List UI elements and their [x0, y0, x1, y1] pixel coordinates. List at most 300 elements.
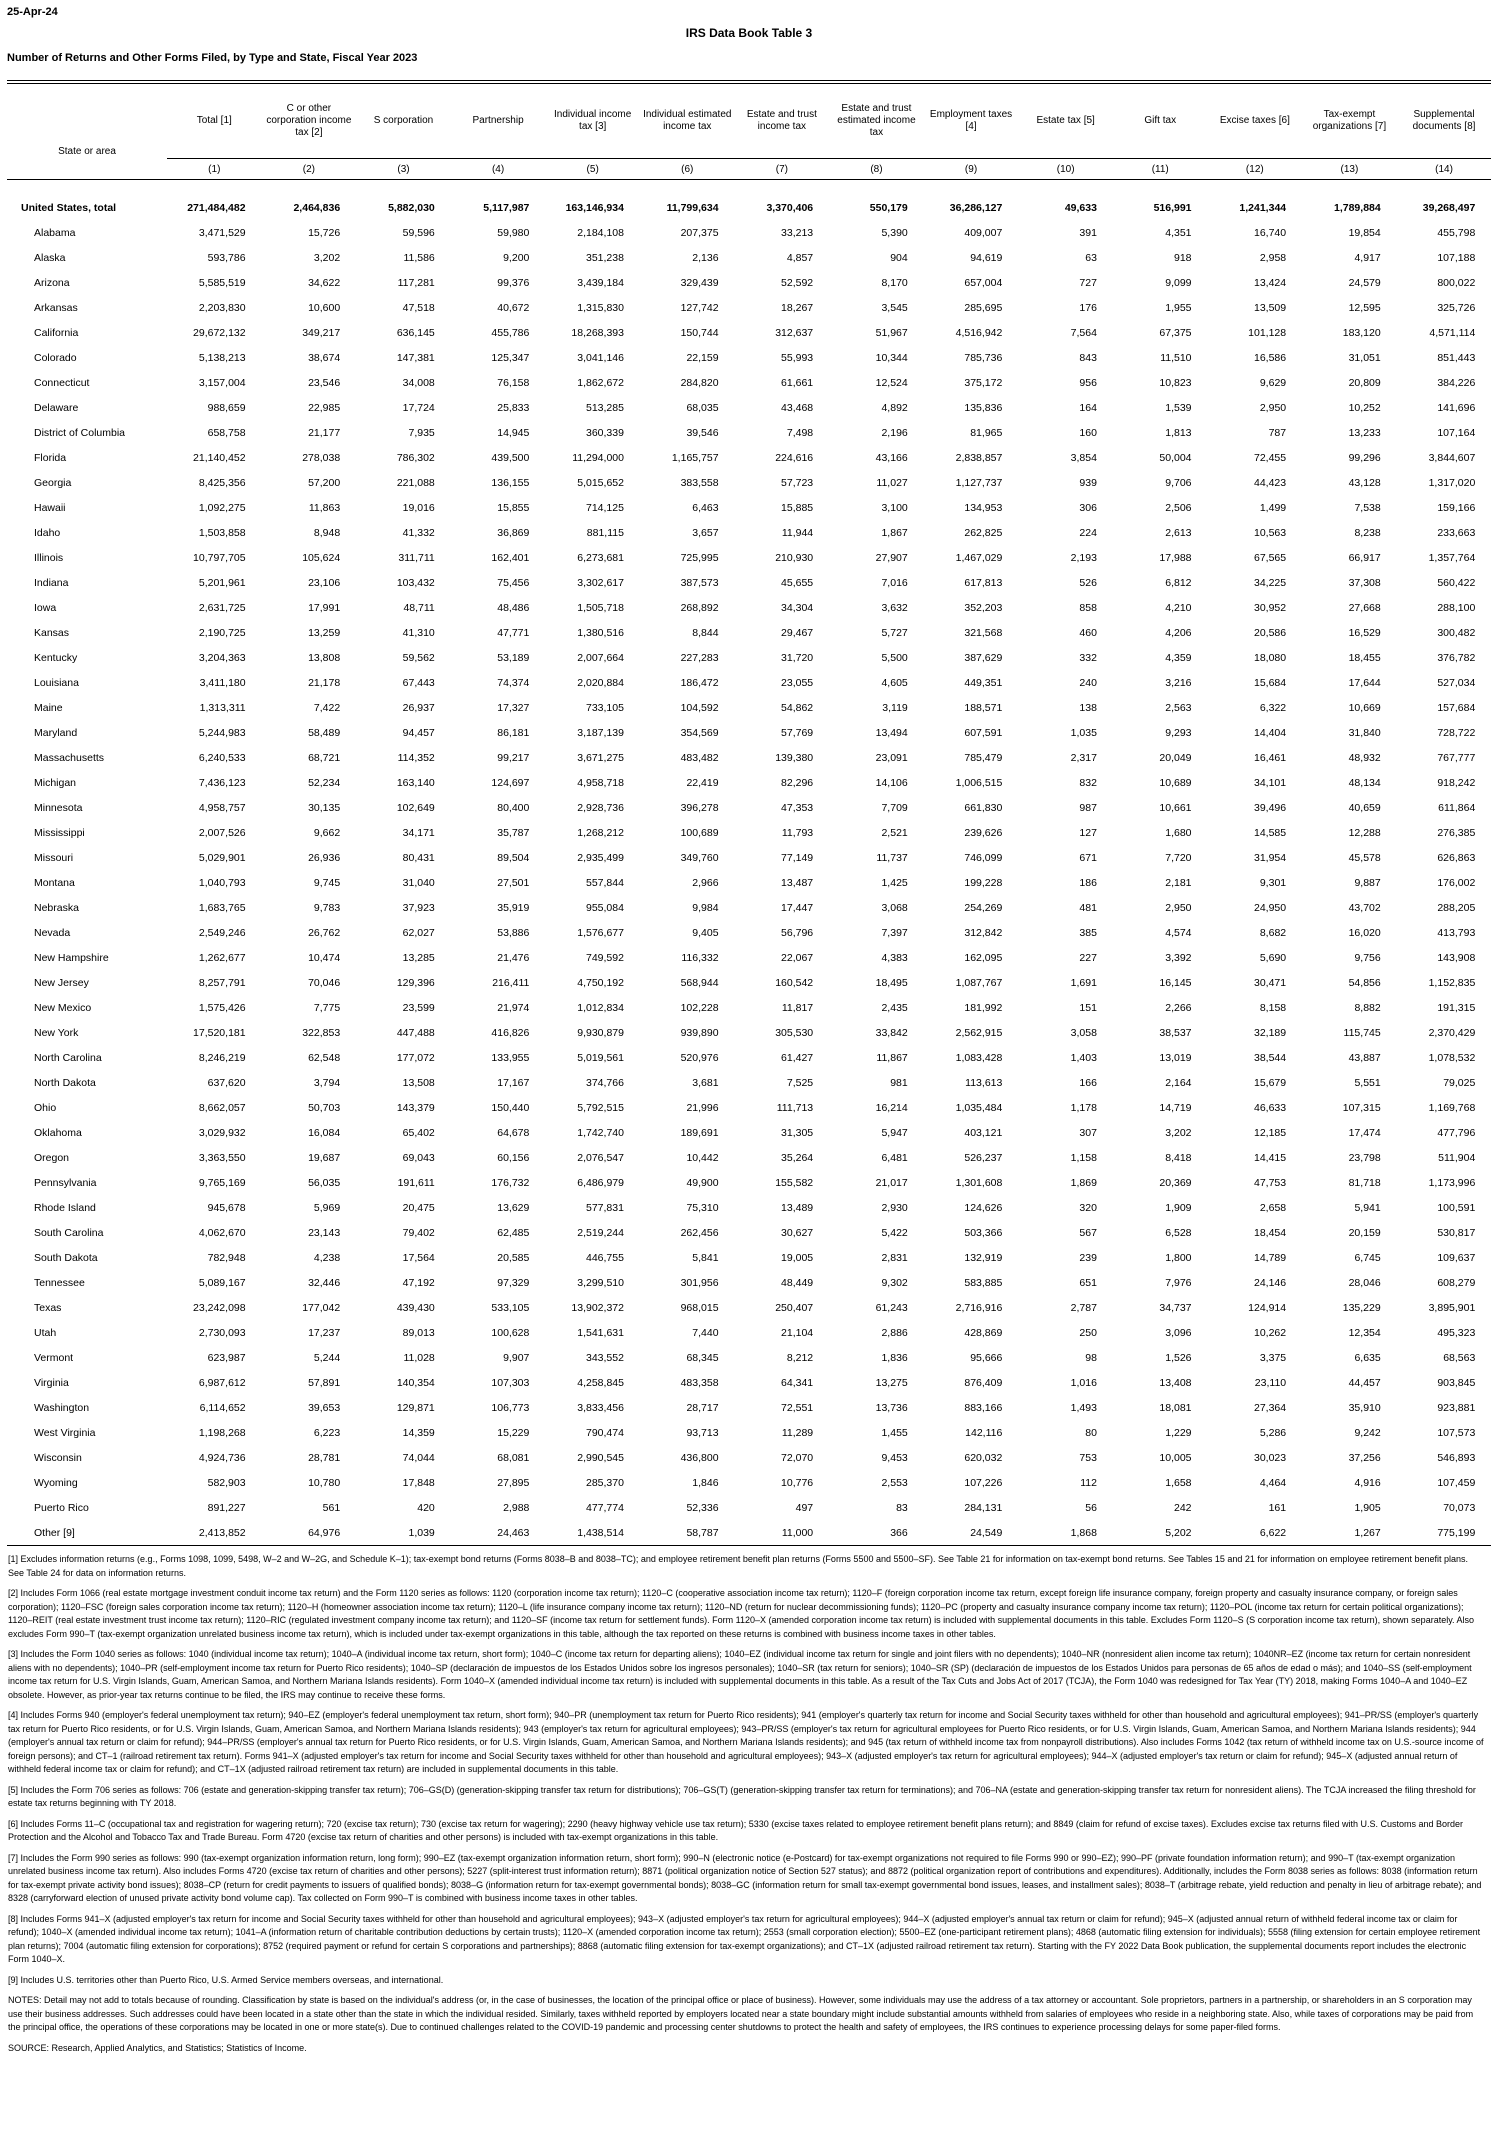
value-cell: 3,844,607: [1428, 451, 1476, 464]
value-cell: 227: [1079, 951, 1097, 964]
value-cell: 2,464,836: [293, 201, 341, 214]
value-cell: 1,575,426: [198, 1001, 246, 1014]
value-cell: 305,530: [775, 1026, 814, 1039]
value-cell: 94,619: [970, 251, 1003, 264]
value-cell: 1,836: [881, 1351, 908, 1364]
value-cell: 34,225: [1254, 576, 1287, 589]
value-cell: 23,106: [308, 576, 341, 589]
value-cell: 104,592: [680, 701, 719, 714]
value-cell: 93,713: [686, 1426, 719, 1439]
value-cell: 2,562,915: [955, 1026, 1003, 1039]
value-cell: 8,418: [1165, 1151, 1192, 1164]
value-cell: 4,351: [1165, 226, 1192, 239]
state-name-cell: Kentucky: [34, 651, 78, 664]
value-cell: 349,760: [680, 851, 719, 864]
value-cell: 786,302: [396, 451, 435, 464]
value-cell: 4,924,736: [198, 1451, 246, 1464]
value-cell: 503,366: [964, 1226, 1003, 1239]
value-cell: 250,407: [775, 1301, 814, 1314]
value-cell: 17,724: [402, 401, 435, 414]
table-row: [7, 220, 1491, 245]
value-cell: 6,528: [1165, 1226, 1192, 1239]
footnote-3: [3] Includes the Form 1040 series as follows: 1040 (individual income tax return); 1040–A (individual income tax return, short form); 1040–C (income tax return for departing aliens); 1040–EZ (individual income tax return for single and joint filers with no dependents); 1040–NR (nonresident alien income tax return); 1040NR–EZ (income tax return for certain nonresident aliens with no dependents); 1040–PR (self-employment income tax return for Puerto Rico residents); 1040–SP (declaración de impuestos de los Estados Unidos sobre los ingresos personales); 1040–SR (tax return for seniors); 1040–SR (SP) (declaración de impuestos de los Estados Unidos para personas de 65 años de edad o más); and 1040–SS (self-employment income tax return for U.S. Virgin Islands, Guam, American Samoa, and Northern Mariana Islands residents). Form 1040–X (amended individual income tax return) is included with supplemental documents in this table. As a result of the Tax Cuts and Jobs Act of 2017 (TCJA), the Form 1040 was redesigned for Tax Year (TY) 2018, making Forms 1040–A and 1040–EZ obsolete. However, as prior-year tax returns continue to be filed, the IRS may continue to receive these forms.: [8, 1649, 1472, 1700]
value-cell: 300,482: [1437, 626, 1476, 639]
value-cell: 13,736: [875, 1401, 908, 1414]
value-cell: 19,854: [1348, 226, 1381, 239]
value-cell: 2,549,246: [198, 926, 246, 939]
value-cell: 728,722: [1437, 726, 1476, 739]
value-cell: 9,405: [692, 926, 719, 939]
value-cell: 923,881: [1437, 1401, 1476, 1414]
value-cell: 7,397: [881, 926, 908, 939]
value-cell: 2,930: [881, 1201, 908, 1214]
value-cell: 31,954: [1254, 851, 1287, 864]
table-row: [7, 345, 1491, 370]
value-cell: 147,381: [396, 351, 435, 364]
value-cell: 1,438,514: [577, 1526, 624, 1539]
value-cell: 1,905: [1354, 1501, 1381, 1514]
value-cell: 254,269: [964, 901, 1003, 914]
footnote-8: [8] Includes Forms 941–X (adjusted employer's tax return for income and Social Security taxes withheld for other than household and agricultural employees); 943–X (adjusted employer's tax return for agricultural employees); 944–X (adjusted employer's annual tax return or claim for refund); 945–X (adjusted annual return of withheld federal income tax or claim for refund); 1040–X (amended individual income tax return); 1041–A (information return of charitable contribution deductions by certain trusts); 1120–X (amended corporation income tax return); 2553 (small corporation election); 5500–EZ (one-participant retirement plans); 4868 (automatic filing extension for individuals); 5558 (filing extension for certain employee retirement plan returns); 7004 (automatic filing extension for corporations); 8752 (required payment or refund for certain S corporations and partnerships); 8868 (automatic filing extension for tax-exempt organizations); and CT–1X (adjusted railroad retirement tax return). Starting with the FY 2022 Data Book publication, the supplemental documents report includes the electronic Form 1040–X.: [8, 1913, 1481, 1964]
value-cell: 3,100: [881, 501, 908, 514]
value-cell: 27,364: [1254, 1401, 1287, 1414]
value-cell: 1,576,677: [577, 926, 624, 939]
value-cell: 727: [1079, 276, 1097, 289]
value-cell: 41,332: [402, 526, 435, 539]
state-name-cell: Hawaii: [34, 501, 66, 514]
value-cell: 11,027: [876, 476, 908, 489]
value-cell: 495,323: [1437, 1326, 1476, 1339]
value-cell: 3,632: [881, 601, 908, 614]
value-cell: 767,777: [1437, 751, 1476, 764]
state-name-cell: Rhode Island: [34, 1201, 96, 1214]
value-cell: 3,157,004: [198, 376, 246, 389]
value-cell: 24,463: [497, 1526, 530, 1539]
value-cell: 23,110: [1254, 1376, 1287, 1389]
table-row: [7, 495, 1491, 520]
value-cell: 11,944: [781, 526, 814, 539]
value-cell: 416,826: [491, 1026, 530, 1039]
value-cell: 3,096: [1165, 1326, 1192, 1339]
value-cell: 403,121: [964, 1126, 1003, 1139]
value-cell: 101,128: [1248, 326, 1287, 339]
value-cell: 13,424: [1254, 276, 1287, 289]
value-cell: 18,454: [1254, 1226, 1287, 1239]
value-cell: 753: [1079, 1451, 1097, 1464]
value-cell: 2,266: [1165, 1001, 1192, 1014]
state-name-cell: Massachusetts: [34, 751, 105, 764]
value-cell: 5,941: [1354, 1201, 1381, 1214]
value-cell: 6,635: [1354, 1351, 1381, 1364]
value-cell: 1,800: [1165, 1251, 1192, 1264]
table-row: [7, 1195, 1491, 1220]
value-cell: 1,039: [408, 1526, 435, 1539]
value-cell: 70,046: [308, 976, 341, 989]
value-cell: 2,076,547: [577, 1151, 624, 1164]
value-cell: 75,310: [686, 1201, 719, 1214]
column-header-6: Individual estimated income tax: [643, 108, 732, 132]
value-cell: 18,268,393: [571, 326, 624, 339]
value-cell: 1,152,835: [1428, 976, 1476, 989]
value-cell: 16,084: [308, 1126, 341, 1139]
value-cell: 939,890: [680, 1026, 719, 1039]
value-cell: 1,742,740: [577, 1126, 624, 1139]
value-cell: 35,910: [1348, 1401, 1381, 1414]
value-cell: 151: [1079, 1001, 1097, 1014]
value-cell: 3,411,180: [199, 676, 246, 689]
value-cell: 135,836: [964, 401, 1003, 414]
value-cell: 14,585: [1254, 826, 1287, 839]
column-header-7: Estate and trust income tax: [746, 108, 817, 132]
value-cell: 37,256: [1348, 1451, 1381, 1464]
value-cell: 9,706: [1165, 476, 1192, 489]
value-cell: 29,672,132: [193, 326, 246, 339]
value-cell: 34,008: [402, 376, 435, 389]
value-cell: 284,131: [964, 1501, 1003, 1514]
value-cell: 436,800: [680, 1451, 719, 1464]
value-cell: 13,508: [402, 1076, 435, 1089]
value-cell: 420: [417, 1501, 435, 1514]
value-cell: 657,004: [964, 276, 1003, 289]
value-cell: 30,627: [781, 1226, 814, 1239]
table-row: [7, 545, 1491, 570]
value-cell: 11,867: [876, 1051, 908, 1064]
state-name-cell: Nebraska: [34, 901, 79, 914]
table-row: [7, 1220, 1491, 1245]
value-cell: 19,016: [402, 501, 435, 514]
value-cell: 68,563: [1443, 1351, 1476, 1364]
value-cell: 35,919: [497, 901, 530, 914]
value-cell: 43,468: [781, 401, 814, 414]
value-cell: 10,600: [308, 301, 341, 314]
value-cell: 216,411: [492, 976, 530, 989]
value-cell: 5,500: [881, 651, 908, 664]
column-number-8: (8): [829, 159, 924, 180]
value-cell: 64,976: [308, 1526, 341, 1539]
value-cell: 95,666: [970, 1351, 1003, 1364]
table-row: [7, 1295, 1491, 1320]
value-cell: 162,401: [491, 551, 530, 564]
value-cell: 881,115: [586, 526, 624, 539]
value-cell: 11,028: [403, 1351, 435, 1364]
value-cell: 8,170: [881, 276, 908, 289]
value-cell: 127,742: [680, 301, 719, 314]
value-cell: 8,662,057: [198, 1101, 246, 1114]
value-cell: 455,786: [491, 326, 530, 339]
value-cell: 391: [1079, 226, 1097, 239]
value-cell: 8,948: [313, 526, 341, 539]
value-cell: 70,073: [1443, 1501, 1476, 1514]
value-cell: 9,099: [1165, 276, 1192, 289]
value-cell: 12,524: [875, 376, 908, 389]
value-cell: 100,628: [491, 1326, 530, 1339]
value-cell: 35,787: [497, 826, 530, 839]
value-cell: 80,400: [497, 801, 530, 814]
value-cell: 114,352: [397, 751, 435, 764]
value-cell: 608,279: [1437, 1276, 1476, 1289]
value-cell: 33,842: [875, 1026, 908, 1039]
value-cell: 8,212: [786, 1351, 814, 1364]
value-cell: 16,020: [1348, 926, 1381, 939]
value-cell: 239,626: [964, 826, 1003, 839]
value-cell: 65,402: [402, 1126, 435, 1139]
state-name-cell: Delaware: [34, 401, 79, 414]
document-date: 25-Apr-24: [7, 6, 58, 18]
value-cell: 343,552: [586, 1351, 624, 1364]
value-cell: 74,374: [497, 676, 530, 689]
table-row: [7, 645, 1491, 670]
value-cell: 1,658: [1165, 1476, 1192, 1489]
value-cell: 77,149: [781, 851, 814, 864]
value-cell: 3,375: [1259, 1351, 1287, 1364]
value-cell: 384,226: [1437, 376, 1476, 389]
value-cell: 560,422: [1437, 576, 1476, 589]
value-cell: 8,238: [1354, 526, 1381, 539]
value-cell: 44,457: [1348, 1376, 1381, 1389]
value-cell: 1,173,996: [1428, 1176, 1476, 1189]
source-line: SOURCE: Research, Applied Analytics, and Statistics; Statistics of Income.: [8, 2042, 307, 2053]
state-name-cell: Maryland: [34, 726, 78, 739]
value-cell: 43,166: [875, 451, 908, 464]
footnote-2: [2] Includes Form 1066 (real estate mortgage investment conduit income tax return) and the Form 1120 series as follows: 1120 (corporation income tax return); 1120–C (cooperative association income tax return); 1120–F (foreign corporation income tax return, except foreign life insurance company, foreign property and casualty insurance company, or foreign sales corporation); 1120–FSC (foreign sales corporation income tax return); 1120–H (homeowner association income tax return); 1120–L (life insurance company income tax return); 1120–ND (return for nuclear decommissioning funds); 1120–PC (property and casualty insurance company income tax return); 1120–POL (income tax return for certain political organizations); 1120–REIT (real estate investment trust income tax return); 1120–RIC (regulated investment company income tax return); and 1120–SF (income tax return for settlement funds). Form 1120–X (amended corporation income tax return) is included with supplemental documents in this table. Excludes Form 1120–S (S corporation income tax return), shown separately. Also excludes Form 990–T (tax-exempt organization unrelated business income tax return), which is included under tax-exempt organizations in this table, although the tax reported on these returns is combined with business income taxes in other tables.: [8, 1588, 1475, 1639]
value-cell: 16,145: [1159, 976, 1192, 989]
value-cell: 6,622: [1259, 1526, 1287, 1539]
value-cell: 7,498: [786, 426, 814, 439]
value-cell: 955,084: [586, 901, 624, 914]
value-cell: 1,016: [1070, 1376, 1097, 1389]
value-cell: 3,068: [881, 901, 908, 914]
value-cell: 58,787: [686, 1526, 719, 1539]
state-name-cell: Pennsylvania: [34, 1176, 97, 1189]
value-cell: 3,671,275: [577, 751, 624, 764]
value-cell: 20,809: [1348, 376, 1381, 389]
value-cell: 162,095: [964, 951, 1003, 964]
value-cell: 56,035: [308, 1176, 341, 1189]
column-number-3: (3): [356, 159, 451, 180]
value-cell: 1,262,677: [198, 951, 246, 964]
table-row: [7, 1170, 1491, 1195]
column-number-13: (13): [1302, 159, 1397, 180]
state-name-cell: Ohio: [34, 1101, 57, 1114]
value-cell: 6,481: [881, 1151, 908, 1164]
value-cell: 1,087,767: [955, 976, 1003, 989]
value-cell: 40,659: [1348, 801, 1381, 814]
value-cell: 18,455: [1348, 651, 1381, 664]
value-cell: 11,817: [781, 1001, 814, 1014]
value-cell: 17,167: [497, 1076, 530, 1089]
value-cell: 13,019: [1159, 1051, 1192, 1064]
value-cell: 2,521: [881, 826, 908, 839]
value-cell: 54,862: [781, 701, 814, 714]
column-header-12: Excise taxes [6]: [1219, 114, 1290, 126]
value-cell: 5,585,519: [198, 276, 246, 289]
value-cell: 58,489: [308, 726, 341, 739]
value-cell: 7,440: [692, 1326, 719, 1339]
value-cell: 4,516,942: [955, 326, 1003, 339]
value-cell: 477,774: [586, 1501, 624, 1514]
value-cell: 3,392: [1165, 951, 1192, 964]
value-cell: 10,262: [1254, 1326, 1287, 1339]
value-cell: 2,317: [1070, 751, 1097, 764]
value-cell: 31,305: [781, 1126, 814, 1139]
value-cell: 86,181: [497, 726, 530, 739]
table-row: [7, 1395, 1491, 1420]
value-cell: 16,586: [1254, 351, 1287, 364]
state-name-cell: West Virginia: [34, 1426, 96, 1439]
value-cell: 790,474: [586, 1426, 624, 1439]
value-cell: 17,447: [781, 901, 814, 914]
value-cell: 2,563: [1165, 701, 1192, 714]
value-cell: 2,631,725: [198, 601, 246, 614]
value-cell: 21,974: [497, 1001, 530, 1014]
value-cell: 11,294,000: [572, 451, 624, 464]
value-cell: 2,370,429: [1428, 1026, 1476, 1039]
value-cell: 72,455: [1254, 451, 1287, 464]
value-cell: 163,146,934: [565, 201, 624, 214]
state-name-cell: Wisconsin: [34, 1451, 82, 1464]
value-cell: 159,166: [1437, 501, 1476, 514]
value-cell: 221,088: [396, 476, 435, 489]
value-cell: 22,159: [686, 351, 719, 364]
value-cell: 1,078,532: [1428, 1051, 1476, 1064]
value-cell: 21,996: [686, 1101, 719, 1114]
value-cell: 10,797,705: [193, 551, 246, 564]
value-cell: 4,892: [881, 401, 908, 414]
value-cell: 239: [1079, 1251, 1097, 1264]
table-row: [7, 195, 1491, 220]
value-cell: 31,840: [1348, 726, 1381, 739]
state-name-cell: Louisiana: [34, 676, 79, 689]
value-cell: 611,864: [1438, 801, 1476, 814]
value-cell: 80: [1085, 1426, 1097, 1439]
value-cell: 307: [1079, 1126, 1097, 1139]
value-cell: 23,143: [308, 1226, 341, 1239]
value-cell: 176,732: [491, 1176, 530, 1189]
value-cell: 111,713: [776, 1101, 814, 1114]
value-cell: 107,459: [1437, 1476, 1476, 1489]
value-cell: 749,592: [586, 951, 624, 964]
table-row: [7, 670, 1491, 695]
value-cell: 62,548: [308, 1051, 341, 1064]
value-cell: 36,869: [497, 526, 530, 539]
state-name-cell: New Jersey: [34, 976, 89, 989]
value-cell: 891,227: [207, 1501, 246, 1514]
value-cell: 2,886: [881, 1326, 908, 1339]
value-cell: 311,711: [398, 551, 435, 564]
value-cell: 10,669: [1348, 701, 1381, 714]
value-cell: 107,315: [1342, 1101, 1381, 1114]
table-row: [7, 695, 1491, 720]
column-number-6: (6): [640, 159, 735, 180]
value-cell: 23,798: [1348, 1151, 1381, 1164]
value-cell: 360,339: [586, 426, 624, 439]
value-cell: 385: [1079, 926, 1097, 939]
value-cell: 199,228: [964, 876, 1003, 889]
value-cell: 2,787: [1070, 1301, 1097, 1314]
column-header-10: Estate tax [5]: [1036, 114, 1095, 126]
value-cell: 79,025: [1443, 1076, 1476, 1089]
value-cell: 332: [1079, 651, 1097, 664]
value-cell: 250: [1079, 1326, 1097, 1339]
value-cell: 80,431: [402, 851, 435, 864]
value-cell: 49,633: [1064, 201, 1097, 214]
value-cell: 116,332: [681, 951, 719, 964]
table-row: [7, 245, 1491, 270]
value-cell: 3,370,406: [766, 201, 814, 214]
value-cell: 903,845: [1437, 1376, 1476, 1389]
column-number-4: (4): [451, 159, 546, 180]
value-cell: 3,854: [1070, 451, 1097, 464]
value-cell: 18,080: [1254, 651, 1287, 664]
value-cell: 1,083,428: [955, 1051, 1003, 1064]
table-row: [7, 1120, 1491, 1145]
value-cell: 76,158: [497, 376, 530, 389]
value-cell: 32,446: [308, 1276, 341, 1289]
state-name-cell: Vermont: [34, 1351, 74, 1364]
value-cell: 74,044: [402, 1451, 435, 1464]
column-number-14: (14): [1397, 159, 1492, 180]
value-cell: 21,140,452: [193, 451, 246, 464]
value-cell: 1,493: [1070, 1401, 1097, 1414]
value-cell: 546,893: [1437, 1451, 1476, 1464]
value-cell: 661,830: [964, 801, 1003, 814]
value-cell: 278,038: [302, 451, 341, 464]
table-row: [7, 420, 1491, 445]
value-cell: 455,798: [1437, 226, 1476, 239]
value-cell: 13,275: [875, 1376, 908, 1389]
value-cell: 481: [1079, 901, 1097, 914]
value-cell: 561: [322, 1501, 341, 1514]
state-name-cell: Alabama: [34, 226, 76, 239]
value-cell: 39,268,497: [1422, 201, 1476, 214]
value-cell: 2,203,830: [198, 301, 246, 314]
value-cell: 5,792,515: [577, 1101, 624, 1114]
value-cell: 1,467,029: [955, 551, 1003, 564]
value-cell: 9,302: [881, 1276, 908, 1289]
value-cell: 593,786: [207, 251, 246, 264]
value-cell: 176,002: [1437, 876, 1476, 889]
value-cell: 47,771: [497, 626, 530, 639]
value-cell: 1,455: [881, 1426, 908, 1439]
value-cell: 1,539: [1165, 401, 1192, 414]
state-name-cell: Montana: [34, 876, 75, 889]
value-cell: 1,268,212: [577, 826, 624, 839]
value-cell: 968,015: [680, 1301, 719, 1314]
footnotes-section: [7, 1546, 1491, 2055]
value-cell: 483,482: [680, 751, 719, 764]
table-row: [7, 445, 1491, 470]
table-row: [7, 870, 1491, 895]
column-number-2: (2): [262, 159, 357, 180]
value-cell: 3,299,510: [577, 1276, 624, 1289]
value-cell: 5,947: [881, 1126, 908, 1139]
value-cell: 658,758: [207, 426, 246, 439]
value-cell: 1,813: [1165, 426, 1192, 439]
value-cell: 136,155: [491, 476, 530, 489]
value-cell: 46,633: [1254, 1101, 1287, 1114]
value-cell: 14,404: [1254, 726, 1287, 739]
value-cell: 276,385: [1437, 826, 1476, 839]
value-cell: 124,914: [1248, 1301, 1287, 1314]
value-cell: 4,464: [1259, 1476, 1287, 1489]
state-name-cell: Puerto Rico: [34, 1501, 89, 1514]
value-cell: 7,436,123: [198, 776, 246, 789]
value-cell: 306: [1079, 501, 1097, 514]
value-cell: 533,105: [491, 1301, 530, 1314]
value-cell: 4,574: [1165, 926, 1192, 939]
value-cell: 1,006,515: [955, 776, 1003, 789]
state-name-cell: Washington: [34, 1401, 90, 1414]
